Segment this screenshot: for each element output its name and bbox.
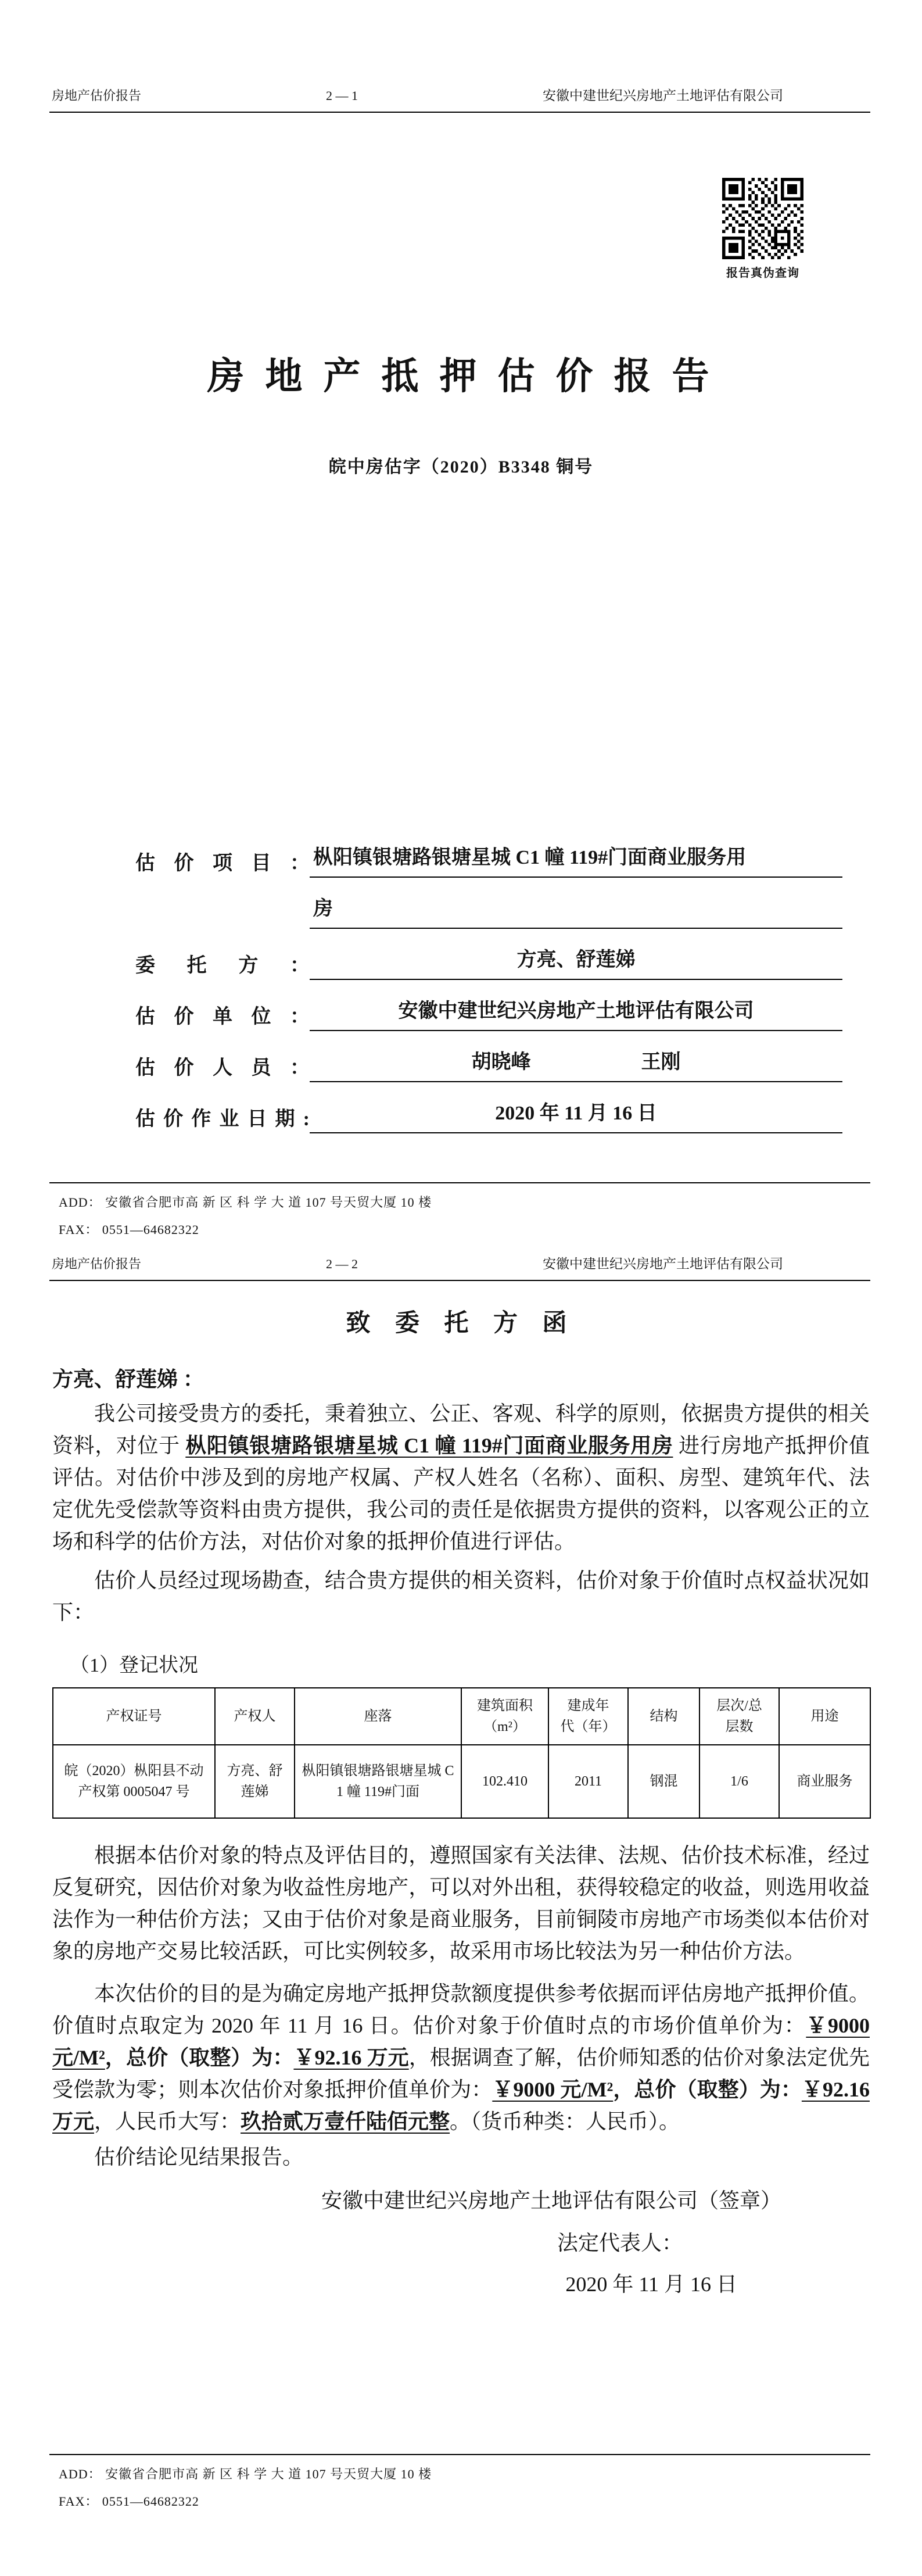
- col-header-location: 座落: [295, 1688, 461, 1745]
- client-label: 委 托 方 ：: [135, 955, 310, 976]
- signature-date: 2020 年 11 月 16 日: [565, 2273, 737, 2296]
- appraiser-name-1: 胡晓峰: [471, 1051, 531, 1073]
- cell-use: 商业服务: [779, 1745, 870, 1818]
- para4-total-price-1: ￥92.16 万元: [293, 2046, 409, 2070]
- registration-table: [52, 1687, 871, 1819]
- signature-legal-representative: 法定代表人：: [557, 2231, 683, 2255]
- agency-value: 安徽中建世纪兴房地产土地评估有限公司: [310, 997, 842, 1031]
- para4-unit-price-1: ￥9000 元/M²: [52, 2014, 870, 2070]
- footer-fax: FAX： 0551—64682322: [59, 2494, 199, 2509]
- signature-company: 安徽中建世纪兴房地产土地评估有限公司（签章）: [321, 2189, 781, 2213]
- header-company-name: 安徽中建世纪兴房地产土地评估有限公司: [542, 1257, 783, 1271]
- para4-segment: ，总价（取整）为：: [613, 2078, 802, 2102]
- footer-address: ADD： 安徽省合肥市高 新 区 科 学 大 道 107 号天贸大厦 10 楼: [59, 2467, 432, 2481]
- header-page-number: 2 — 1: [326, 88, 358, 103]
- agency-label: 估 价 单 位 ：: [135, 1006, 310, 1028]
- para4-segment: ，根据调查了解，估价师知悉的估价对象法定优先受偿款为零；则本次估价对象抵押价值单价为：: [52, 2046, 870, 2102]
- para4-segment: 本次估价的目的是为确定房地产抵押贷款额度提供参考依据而评估房地产抵押价值。价值时点取定为 2020 年 11 月 16 日。估价对象于价值时点的市场价值单价为：: [52, 1982, 870, 2038]
- para4-segment: ，总价（取整）为：: [105, 2046, 294, 2070]
- para4-segment: 。（货币种类：人民币）。: [450, 2110, 680, 2134]
- form-row-agency: [135, 997, 842, 1031]
- form-row-client: [135, 946, 842, 980]
- page1-running-header: [49, 87, 870, 113]
- appraiser-name-2: 王刚: [641, 1051, 681, 1073]
- header-company-name: 安徽中建世纪兴房地产土地评估有限公司: [542, 88, 783, 103]
- form-row-project: [135, 844, 842, 878]
- qr-verification-block: [722, 178, 803, 280]
- registration-status-heading: （1）登记状况: [70, 1655, 198, 1677]
- cell-certificate: 皖（2020）枞阳县不动产权第 0005047 号: [53, 1745, 215, 1818]
- appraisers-label: 估 价 人 员 ：: [135, 1057, 310, 1079]
- col-header-floor-area: 建筑面积 （m²）: [461, 1688, 548, 1745]
- letter-paragraph-5: 估价结论见结果报告。: [94, 2145, 304, 2169]
- col-header-structure: 结构: [628, 1688, 699, 1745]
- page1-running-footer: [49, 1182, 870, 1247]
- cell-year-built: 2011: [548, 1745, 628, 1818]
- cell-owner: 方亮、舒莲娣: [215, 1745, 295, 1818]
- letter-paragraph-4: [52, 1978, 870, 2138]
- para4-amount-in-words: 玖拾贰万壹仟陆佰元整: [241, 2110, 450, 2134]
- cell-floor-level: 1/6: [699, 1745, 779, 1818]
- col-header-floor-level: 层次/总 层数: [699, 1688, 779, 1745]
- header-doc-title: 房地产估价报告: [52, 1257, 142, 1272]
- header-page-number: 2 — 2: [326, 1257, 358, 1272]
- project-value-line1: 枞阳镇银塘路银塘星城 C1 幢 119#门面商业服务用: [310, 844, 842, 878]
- table-header-row: [53, 1688, 870, 1745]
- para4-unit-price-2: ￥9000 元/M²: [492, 2078, 614, 2102]
- letter-paragraph-1: [52, 1398, 870, 1558]
- header-doc-title: 房地产估价报告: [52, 88, 142, 103]
- col-header-use: 用途: [779, 1688, 870, 1745]
- para1-segment: 进行房地产抵押价值评估。对估价中涉及到的房地产权属、产权人姓名（名称）、面积、房型、建筑年代、法定优先受偿款等资料由贵方提供，我公司的责任是依据贵方提供的资料，以客观公正的立场和科学的估价方法，对估价对象的抵押价值进行评估。: [52, 1434, 870, 1554]
- table-data-row: [53, 1745, 870, 1818]
- report-main-title: 房 地 产 抵 押 估 价 报 告: [207, 356, 715, 397]
- para4-segment: ，人民币大写：: [94, 2110, 241, 2134]
- form-row-project-continuation: [135, 895, 842, 929]
- qr-code-icon: [722, 178, 803, 259]
- letter-title: 致 委 托 方 函: [346, 1310, 576, 1337]
- date-label: 估价作业日期:: [135, 1108, 310, 1130]
- cell-location: 枞阳镇银塘路银塘星城 C1 幢 119#门面: [295, 1745, 461, 1818]
- para4-total-price-2: ￥92.16 万元: [52, 2078, 870, 2134]
- project-value-line2: 房: [310, 895, 842, 929]
- letter-paragraph-3: 根据本估价对象的特点及评估目的，遵照国家有关法律、法规、估价技术标准，经过反复研究，因估价对象为收益性房地产，可以对外出租，获得较稳定的收益，则选用收益法作为一种估价方法；又由于估价对象是商业服务，目前铜陵市房地产市场类似本估价对象的房地产交易比较活跃，可比实例较多，故采用市场比较法为另一种估价方法。: [52, 1844, 870, 1963]
- appraisers-value: [310, 1049, 842, 1082]
- cell-floor-area: 102.410: [461, 1745, 548, 1818]
- page2-running-footer: [49, 2454, 870, 2519]
- page2-running-header: [49, 1255, 870, 1281]
- letter-to-client: [52, 1309, 870, 2300]
- footer-fax: FAX： 0551—64682322: [59, 1222, 199, 1237]
- cell-structure: 钢混: [628, 1745, 699, 1818]
- date-value: 2020 年 11 月 16 日: [310, 1100, 842, 1133]
- letter-salutation: 方亮、舒莲娣 ：: [52, 1368, 205, 1391]
- col-header-owner: 产权人: [215, 1688, 295, 1745]
- report-number: 皖中房估字（2020）B3348 铜号: [328, 457, 594, 477]
- footer-address: ADD： 安徽省合肥市高 新 区 科 学 大 道 107 号天贸大厦 10 楼: [59, 1195, 432, 1210]
- client-value: 方亮、舒莲娣: [310, 946, 842, 980]
- para1-property-name: 枞阳镇银塘路银塘星城 C1 幢 119#门面商业服务用房: [185, 1434, 673, 1458]
- qr-caption: 报告真伪查询: [726, 267, 799, 280]
- form-row-appraisers: [135, 1049, 842, 1082]
- letter-paragraph-2: 估价人员经过现场勘查，结合贵方提供的相关资料，估价对象于价值时点权益状况如下：: [52, 1569, 870, 1625]
- form-row-date: [135, 1100, 842, 1133]
- col-header-year-built: 建成年 代（年）: [548, 1688, 628, 1745]
- cover-form: [135, 844, 842, 1151]
- para1-segment: 我公司接受贵方的委托，秉着独立、公正、客观、科学的原则，依据贵方提供的相关资料，对位于: [52, 1402, 870, 1458]
- col-header-certificate: 产权证号: [53, 1688, 215, 1745]
- project-label: 估 价 项 目 ：: [135, 853, 310, 874]
